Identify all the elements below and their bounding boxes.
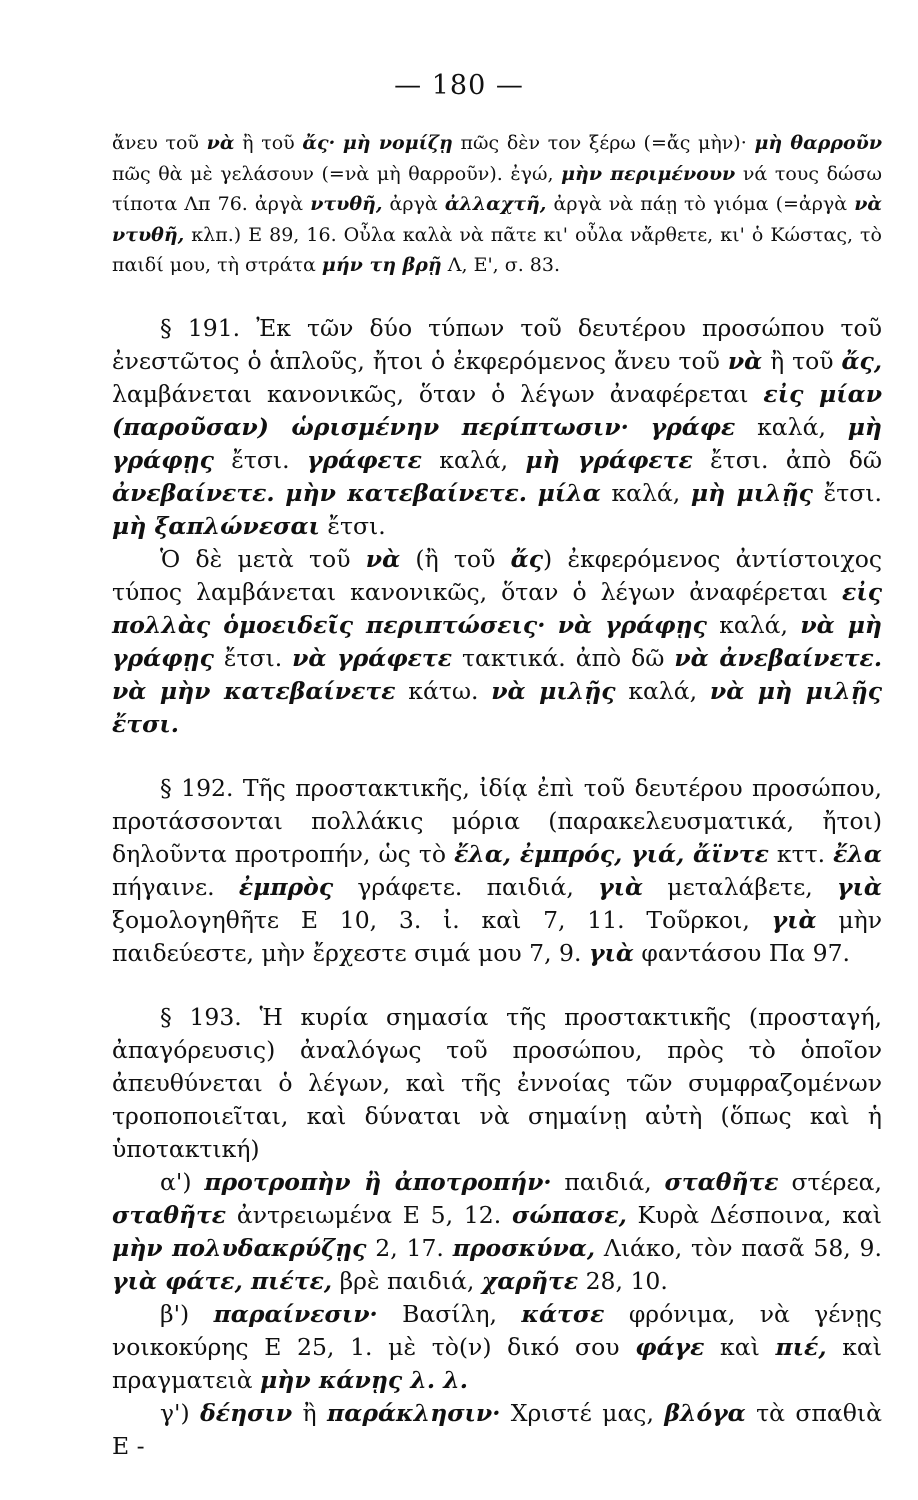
emphasized-term: νὰ ντυθῆ,	[112, 193, 882, 246]
text-run: ξομολογηθῆτε Ε 10, 3. ἰ. καὶ 7, 11. Τοῦρκοι,	[112, 906, 772, 934]
text-run: ἀντρειωμένα Ε 5, 12.	[226, 1201, 512, 1229]
emphasized-term: μὴ νομίζῃ	[342, 132, 453, 154]
emphasized-term: ἀλλαχτῆ,	[444, 193, 547, 215]
emphasized-term: εἰς πολλὰς ὁμοειδεῖς περιπτώσεις·	[112, 578, 882, 639]
text-run	[275, 479, 286, 507]
text-run: καὶ πραγματειὰ	[112, 1333, 882, 1394]
text-run: φρόνιμα, νὰ γένῃς νοικοκύρης Ε 25, 1. μὲ τὸ(ν) δικό σου	[112, 1300, 883, 1361]
text-run: Λιάκο, τὸν πασᾶ 58, 9.	[595, 1234, 882, 1262]
emphasized-term: μὴν περιμένουν	[561, 162, 736, 185]
text-run: μὴν παιδεύεστε, μὴν ἔρχεστε σιμά μου 7, 9.	[112, 906, 883, 967]
emphasized-term: νὰ	[206, 132, 235, 154]
emphasized-term: κάτσε	[521, 1300, 605, 1328]
text-run: καλά,	[735, 413, 848, 441]
text-run: τὰ σπαθιὰ Ε -	[112, 1399, 882, 1460]
emphasized-term: νὰ γράφῃς	[557, 611, 707, 639]
text-run: φαντάσου Πα 97.	[633, 939, 851, 967]
text-run: τακτικά. ἀπὸ δῶ	[452, 644, 675, 672]
text-run	[629, 413, 651, 441]
text-run: ἀργὰ	[382, 193, 445, 215]
text-run: καλά,	[706, 611, 801, 639]
emphasized-term: νὰ μιλῇς	[491, 677, 616, 705]
emphasized-term: ἄς	[510, 545, 544, 573]
text-run: Κυρὰ Δέσποινα, καὶ	[626, 1201, 882, 1229]
text-run: κττ.	[768, 840, 834, 868]
text-run	[527, 479, 538, 507]
page-number: — 180 —	[394, 70, 524, 101]
text-run: § 192. Τῆς προστακτικῆς, ἰδίᾳ ἐπὶ τοῦ δευτέρου προσώπου, προτάσσονται πολλάκις μόρια (παρακελευσματικά, ἤτοι) δηλοῦντα προτροπήν, ὡς τὸ	[112, 774, 882, 868]
emphasized-term: χαρῆτε	[481, 1267, 579, 1295]
subparagraph-b	[112, 1298, 882, 1397]
text-run: ἢ τοῦ	[234, 132, 303, 154]
subparagraph-a	[112, 1166, 882, 1298]
emphasized-term: μὴ ξαπλώνεσαι	[112, 512, 320, 540]
emphasized-term: ντυθῆ,	[310, 193, 383, 215]
text-run: παιδιά,	[551, 1168, 665, 1196]
emphasized-term: ἔλα, ἐμπρός, γιά, ἄϊντε	[454, 840, 769, 868]
section-192	[112, 772, 882, 970]
emphasized-term: μὴν κάνῃς λ. λ.	[260, 1366, 468, 1394]
emphasized-term: γιὰ	[771, 906, 817, 934]
emphasized-term: γράφε	[650, 413, 736, 441]
emphasized-term: σταθῆτε	[664, 1168, 779, 1196]
text-run: ἢ	[292, 1399, 328, 1427]
emphasized-term: γιὰ	[837, 873, 882, 901]
emphasized-term: γιὰ φάτε, πιέτε,	[112, 1267, 333, 1295]
text-run: λαμβάνεται κανονικῶς, ὅταν ὁ λέγων ἀναφέρεται	[112, 380, 764, 408]
emphasized-term: μίλα	[537, 479, 601, 507]
text-run: γράφετε. παιδιά,	[333, 873, 599, 901]
text-run: καὶ	[704, 1333, 776, 1361]
emphasized-term: μὴ γράφετε	[525, 446, 693, 474]
emphasized-term: εἰς μίαν (παροῦσαν) ὡρισμένην περίπτωσιν·	[112, 380, 883, 441]
emphasized-term: παράκλησιν·	[327, 1399, 501, 1427]
emphasized-term: προσκύνα,	[452, 1234, 596, 1262]
emphasized-term: νὰ	[365, 545, 401, 573]
text-run: ἔτσι. ἀπὸ δῶ	[692, 446, 883, 474]
emphasized-term: μὴ γράφῃς	[112, 413, 882, 474]
emphasized-term: ἀνεβαίνετε.	[112, 479, 275, 507]
emphasized-term: νὰ ἀνεβαίνετε.	[674, 644, 883, 672]
text-run: § 191. Ἐκ τῶν δύο τύπων τοῦ δευτέρου προσώπου τοῦ ἐνεστῶτος ὁ ἁπλοῦς, ἤτοι ὁ ἐκφερόμενος ἄνευ τοῦ	[112, 314, 882, 375]
footnote-text	[112, 128, 882, 281]
text-run: κάτω.	[395, 677, 492, 705]
text-run: Ὁ δὲ μετὰ τοῦ	[160, 545, 366, 573]
text-run: καλά,	[600, 479, 691, 507]
emphasized-term: ἄς·	[302, 132, 336, 154]
emphasized-term: μήν τη βρῇ	[321, 254, 442, 276]
emphasized-term: ἐμπρὸς	[238, 873, 334, 901]
paragraph	[112, 312, 882, 543]
text-run: α')	[160, 1168, 205, 1196]
paragraph	[112, 543, 882, 741]
emphasized-term: μὴ μιλῇς	[690, 479, 813, 507]
emphasized-term: φάγε	[635, 1333, 705, 1361]
text-run: νά τους δώσω τίποτα Λπ 76. ἀργὰ	[112, 162, 883, 215]
text-run: 28, 10.	[578, 1267, 668, 1295]
text-run: μεταλάβετε,	[643, 873, 838, 901]
text-run: Χριστέ μας,	[500, 1399, 665, 1427]
emphasized-term: νὰ	[727, 347, 763, 375]
text-run: β')	[160, 1300, 214, 1328]
text-run: γ')	[160, 1399, 201, 1427]
text-run: βρὲ παιδιά,	[332, 1267, 482, 1295]
text-run: κλπ.) Ε 89, 16. Οὖλα καλὰ νὰ πᾶτε κι' οὖλα νἄρθετε, κι' ὁ Κώστας, τὸ παιδί μου, τὴ στράτα	[112, 223, 882, 276]
emphasized-term: σώπασε,	[512, 1201, 627, 1229]
emphasized-term: ἔλα	[833, 840, 882, 868]
emphasized-term: βλόγα	[664, 1399, 746, 1427]
text-run: ἀργὰ νὰ πάῃ τὸ γιόμα (=ἀργὰ	[546, 193, 855, 215]
text-run: ἔτσι.	[213, 644, 293, 672]
text-run: (ἢ τοῦ	[400, 545, 511, 573]
text-run: πῶς δὲν τον ξέρω (=ἄς μὴν)·	[452, 132, 755, 154]
emphasized-term: νὰ μὴν κατεβαίνετε	[112, 677, 396, 705]
emphasized-term: ἄς,	[841, 347, 883, 375]
text-run: ἄνευ τοῦ	[112, 132, 207, 154]
text-run: Λ, Ε', σ. 83.	[441, 254, 561, 276]
text-run: πήγαινε.	[112, 873, 239, 901]
text-run: ἔτσι.	[319, 512, 386, 540]
text-run	[335, 132, 343, 154]
text-run	[545, 611, 557, 639]
text-run: § 193. Ἡ κυρία σημασία τῆς προστακτικῆς (προσταγή, ἀπαγόρευσις) ἀναλόγως τοῦ προσώπου, πρὸς τὸ ὁποῖον ἀπευθύνεται ὁ λέγων, καὶ τῆς ἐννοίας τῶν συμφραζομένων τροποποιεῖται, καὶ δύναται νὰ σημαίνῃ αὐτὴ (ὅπως καὶ ἡ ὑποτακτική)	[112, 1003, 882, 1163]
emphasized-term: πιέ,	[775, 1333, 827, 1361]
emphasized-term: παραίνεσιν·	[213, 1300, 378, 1328]
text-run: ἔτσι.	[813, 479, 882, 507]
emphasized-term: προτροπὴν ἢ ἀποτροπήν·	[204, 1168, 552, 1196]
emphasized-term: μὴν πολυδακρύζῃς	[112, 1234, 367, 1262]
emphasized-term: γιὰ	[588, 939, 634, 967]
text-run: ἔτσι.	[213, 446, 308, 474]
emphasized-term: νὰ μὴ γράφῃς	[112, 611, 882, 672]
emphasized-term: γράφετε	[307, 446, 422, 474]
emphasized-term: σταθῆτε	[112, 1201, 227, 1229]
text-run: Βασίλη,	[377, 1300, 522, 1328]
text-run: πῶς θὰ μὲ γελάσουν (=νὰ μὴ θαρροῦν). ἐγώ,	[112, 162, 562, 185]
paragraph	[112, 772, 882, 970]
subparagraph-c	[112, 1397, 882, 1463]
emphasized-term: δέησιν	[200, 1399, 293, 1427]
section-193	[112, 1001, 882, 1463]
emphasized-term: νὰ μὴ μιλῇς ἔτσι.	[112, 677, 883, 738]
text-run: καλά,	[615, 677, 710, 705]
main-text	[112, 312, 882, 1463]
emphasized-term: μὴ θαρροῦν	[754, 132, 883, 154]
text-run: στέρεα,	[778, 1168, 882, 1196]
text-run: 2, 17.	[366, 1234, 453, 1262]
emphasized-term: μὴν κατεβαίνετε.	[285, 479, 527, 507]
emphasized-term: νὰ γράφετε	[292, 644, 453, 672]
text-run: καλά,	[421, 446, 526, 474]
text-run: ἢ τοῦ	[762, 347, 842, 375]
emphasized-term: γιὰ	[598, 873, 644, 901]
text-run: ) ἐκφερόμενος ἀντίστοιχος τύπος λαμβάνεται κανονικῶς, ὅταν ὁ λέγων ἀναφέρεται	[112, 545, 882, 606]
section-191	[112, 312, 882, 741]
paragraph	[112, 1001, 882, 1166]
